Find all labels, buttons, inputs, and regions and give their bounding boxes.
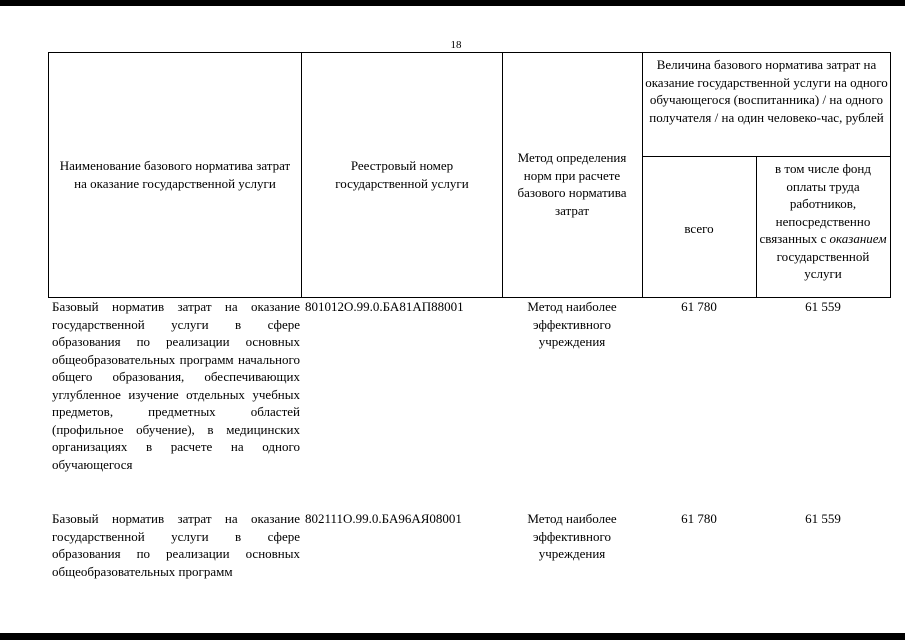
header-payroll-post: государственной услуги xyxy=(776,248,870,281)
row-2-total: 61 780 xyxy=(681,511,717,526)
header-registry-number: Реестровый номер государственной услуги xyxy=(335,158,469,191)
row-2-method: Метод наиболее эффективного учреждения xyxy=(527,511,617,561)
header-service-name: Наименование базового норматива затрат на оказание государственной услуги xyxy=(59,158,291,191)
row-1-total: 61 780 xyxy=(681,299,717,314)
header-method: Метод определения норм при расчете базового норматива затрат xyxy=(517,150,627,218)
header-base-norm-group: Величина базового норматива затрат на оказание государственной услуги на одного обучающегося (воспитанника) / на одного получателя / на один человеко-час, рублей xyxy=(645,57,888,125)
row-2-registry-number: 802111О.99.0.БА96АЯ08001 xyxy=(305,511,462,526)
row-1-method: Метод наиболее эффективного учреждения xyxy=(527,299,617,349)
row-2-payroll: 61 559 xyxy=(805,511,841,526)
row-1-registry-number: 801012О.99.0.БА81АП88001 xyxy=(305,299,464,314)
header-payroll-pre: в том числе фонд оплаты труда работников, непосредственно связанных с xyxy=(759,161,871,246)
row-1-payroll: 61 559 xyxy=(805,299,841,314)
header-total: всего xyxy=(684,221,714,236)
page-number: 18 xyxy=(450,39,462,51)
header-payroll-share xyxy=(758,160,888,283)
row-1-service-name: Базовый норматив затрат на оказание государственной услуги в сфере образования по реализации основных общеобразовательных программ начального общего образования, обеспечивающих углубленное изучение отдельных учебных предметов, предметных областей (профильное обучение), в медицинских организациях в расчете на одного обучающегося xyxy=(52,299,300,472)
header-payroll-italic: оказанием xyxy=(829,231,887,246)
row-2-service-name: Базовый норматив затрат на оказание государственной услуги в сфере образования по реализации основных общеобразовательных программ xyxy=(52,511,300,579)
